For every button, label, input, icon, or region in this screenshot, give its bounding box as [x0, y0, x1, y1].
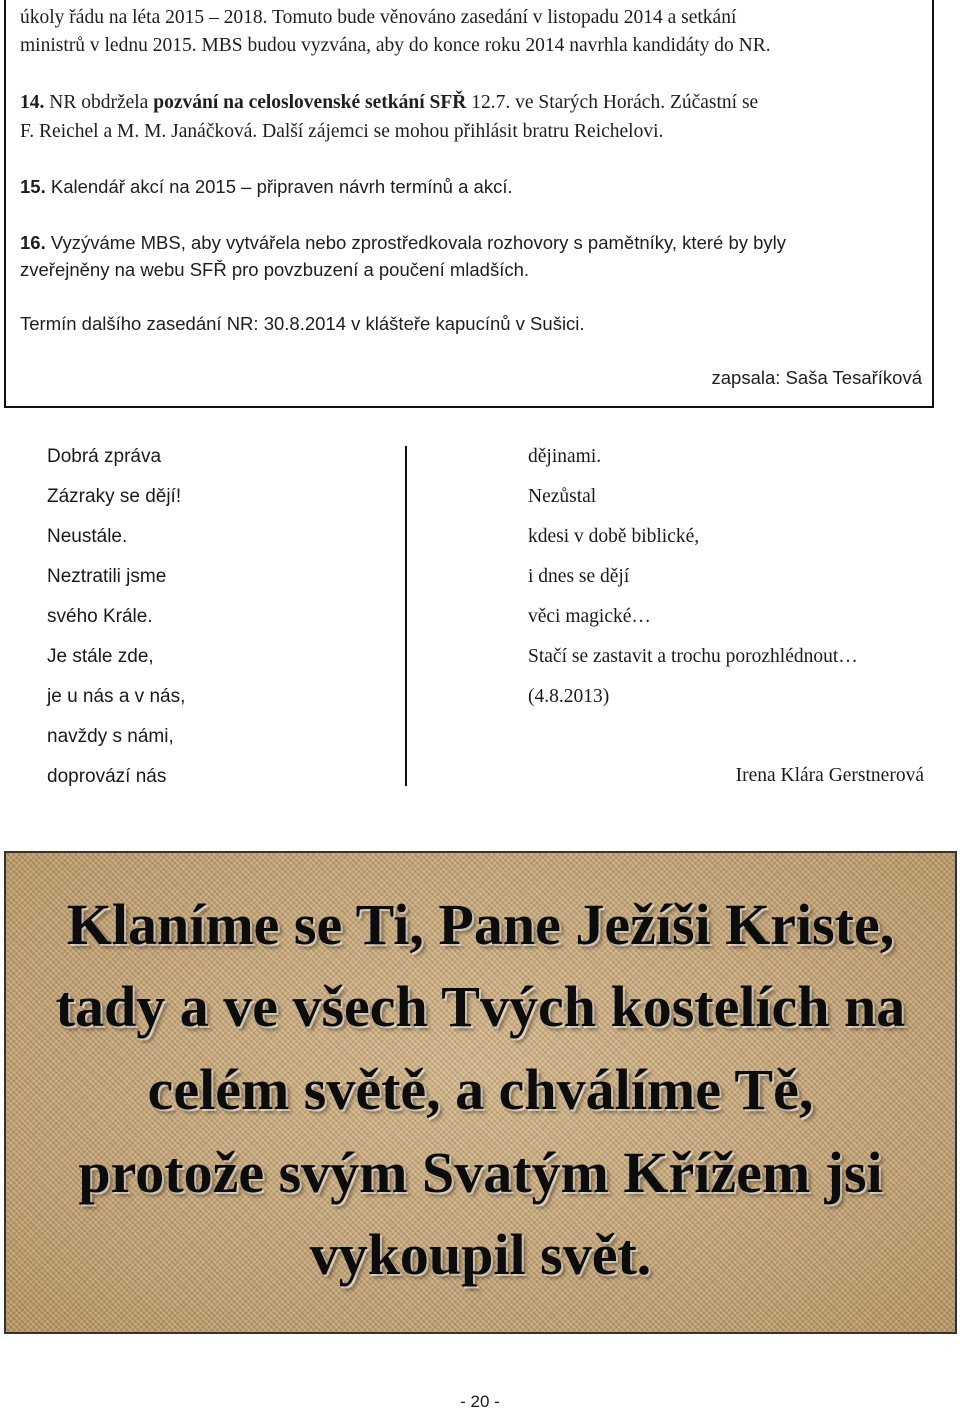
poem-author: Irena Klára Gerstnerová: [735, 765, 924, 786]
minutes-line-1: úkoly řádu na léta 2015 – 2018. Tomuto bude věnováno zasedání v listopadu 2014 a setkání: [20, 7, 737, 28]
item-14-text-c: 12.7. ve Starých Horách. Zúčastní se: [466, 92, 759, 113]
item-15-number: 15.: [20, 176, 46, 197]
prayer-line: Klaníme se Ti, Pane Ježíši Kriste,: [66, 892, 895, 957]
prayer-line: celém světě, a chválíme Tě,: [147, 1057, 814, 1122]
poem-line: navždy s námi,: [47, 726, 174, 747]
prayer-line: tady a ve všech Tvých kostelích na: [55, 974, 906, 1039]
poem-line: Dobrá zpráva: [47, 446, 162, 467]
poem-line: Stačí se zastavit a trochu porozhlédnout…: [528, 646, 858, 667]
prayer-panel: [4, 851, 957, 1334]
poem-line: Neztratili jsme: [47, 566, 167, 587]
next-meeting-note: Termín dalšího zasedání NR: 30.8.2014 v klášteře kapucínů v Sušici.: [20, 313, 585, 334]
poem-line: Neustále.: [47, 526, 128, 547]
poem-line: věci magické…: [528, 606, 651, 627]
minutes-item-16-line-2: zveřejněny na webu SFŘ pro povzbuzení a poučení mladších.: [20, 259, 530, 280]
poem-line: Zázraky se dějí!: [47, 486, 182, 507]
poem-line: svého Krále.: [47, 606, 153, 627]
minutes-line-2: ministrů v lednu 2015. MBS budou vyzvána, aby do konce roku 2014 navrhla kandidáty do NR.: [20, 35, 771, 56]
poem-date: (4.8.2013): [528, 686, 610, 707]
minutes-item-16: [20, 231, 786, 255]
item-14-number: 14.: [20, 92, 45, 113]
minutes-signature: zapsala: Saša Tesaříková: [711, 367, 922, 388]
poem-column-divider: [405, 446, 407, 786]
prayer-line: protože svým Svatým Křížem jsi: [78, 1140, 883, 1205]
item-14-text-a: NR obdržela: [44, 92, 154, 113]
poem-line: Je stále zde,: [47, 646, 154, 667]
poem-line: kdesi v době biblické,: [528, 526, 700, 547]
minutes-item-15: [20, 175, 513, 199]
poem-line: dějinami.: [528, 446, 602, 467]
minutes-item-14: [20, 91, 758, 115]
page-number: - 20 -: [460, 1392, 500, 1411]
poem-line: Nezůstal: [528, 486, 597, 507]
prayer-line: vykoupil svět.: [309, 1222, 652, 1287]
poem-line: doprovází nás: [47, 766, 167, 787]
meeting-minutes-box: [4, 0, 934, 408]
minutes-item-14-line-2: F. Reichel a M. M. Janáčková. Další zájemci se mohou přihlásit bratru Reichelovi.: [20, 121, 664, 142]
poem-line: i dnes se dějí: [528, 566, 630, 587]
item-16-number: 16.: [20, 232, 46, 253]
item-16-text: Vyzýváme MBS, aby vytvářela nebo zprostředkovala rozhovory s pamětníky, které by byly: [45, 232, 787, 253]
item-15-text: Kalendář akcí na 2015 – připraven návrh termínů a akcí.: [45, 176, 513, 197]
item-14-text-bold: pozvání na celoslovenské setkání SFŘ: [153, 92, 467, 113]
poem-line: je u nás a v nás,: [47, 686, 186, 707]
